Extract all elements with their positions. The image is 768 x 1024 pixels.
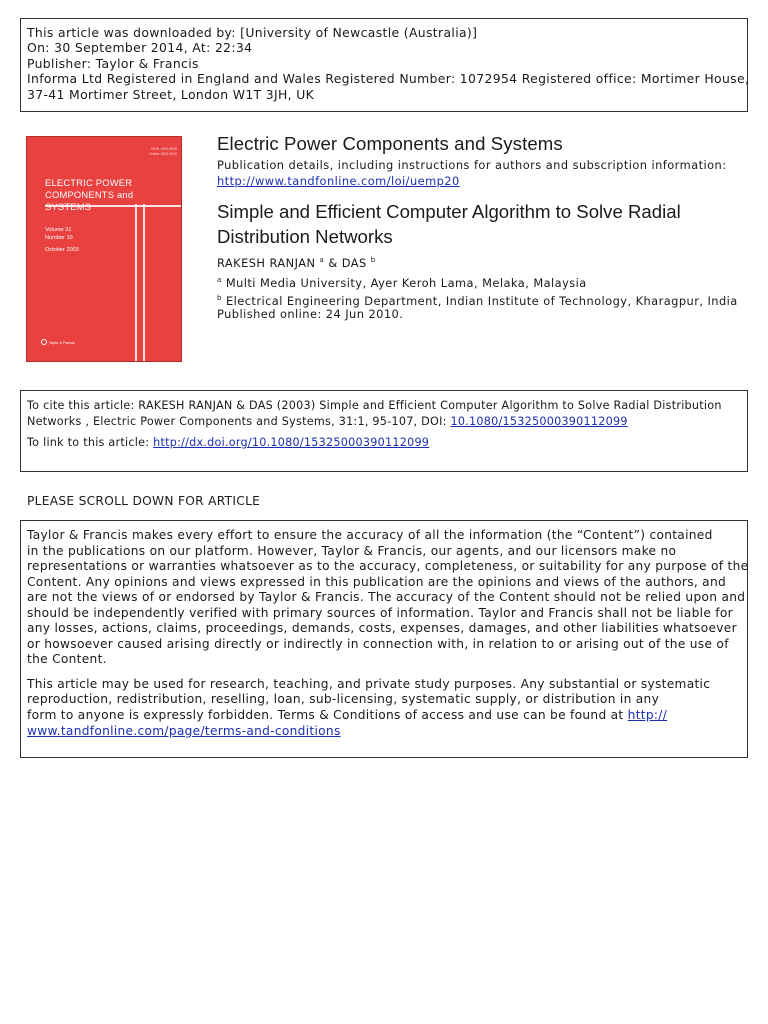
cite-line1: To cite this article: RAKESH RANJAN & DAS (2003) Simple and Efficient Computer Algorithm to Solve Radial Distribution [27, 399, 722, 412]
affiliation-b-text: Electrical Engineering Department, Indian Institute of Technology, Kharagpur, India [221, 294, 738, 308]
article-title: Simple and Efficient Computer Algorithm to Solve Radial Distribution Networks [217, 201, 681, 247]
cover-title-line2: COMPONENTS and [45, 189, 134, 200]
disclaimer-paragraph-2 [27, 677, 741, 739]
disclaimer-line: This article may be used for research, teaching, and private study purposes. Any substantial or systematic [27, 676, 711, 691]
publication-details: Publication details, including instructions for authors and subscription information: [217, 158, 727, 172]
article-url-link[interactable]: http://dx.doi.org/10.1080/15325000390112099 [153, 436, 430, 449]
disclaimer-line: reproduction, redistribution, reselling, loan, sub-licensing, systematic supply, or distribution in any [27, 692, 660, 707]
link-line [27, 435, 741, 451]
cite-line2-text: Networks , Electric Power Components and Systems, 31:1, 95-107, DOI: [27, 414, 451, 428]
affiliation-a [217, 273, 587, 290]
disclaimer-line: or howsoever caused arising directly or indirectly in connection with, in relation to or arising out of the use of [27, 636, 729, 651]
cite-line2 [27, 414, 741, 430]
cover-publisher: Taylor & Francis [49, 341, 75, 345]
publisher-logo-icon [41, 339, 47, 345]
doi-link[interactable]: 10.1080/15325000390112099 [450, 414, 628, 428]
affiliation-b [217, 291, 738, 308]
disclaimer-box [20, 520, 748, 758]
disclaimer-line-with-link [27, 708, 741, 724]
cover-volume-info [45, 227, 79, 255]
published-online: Published online: 24 Jun 2010. [217, 307, 404, 321]
cover-title [45, 177, 181, 213]
disclaimer-line: representations or warranties whatsoever as to the accuracy, completeness, or suitability for any purpose of the [27, 559, 749, 574]
terms-link-part1[interactable]: http:// [627, 708, 668, 723]
journal-cover-image [26, 136, 182, 362]
scroll-down-note: PLEASE SCROLL DOWN FOR ARTICLE [27, 494, 261, 508]
author-2-sup: b [370, 256, 376, 264]
journal-url-link[interactable]: http://www.tandfonline.com/loi/uemp20 [217, 174, 460, 188]
disclaimer-line: are not the views of or endorsed by Taylor & Francis. The accuracy of the Content should not be relied upon and [27, 590, 746, 605]
disclaimer-line: Content. Any opinions and views expressed in this publication are the opinions and views of the authors, and [27, 574, 727, 589]
author-2: DAS [341, 256, 367, 270]
cover-volume: Volume 31 [45, 227, 72, 233]
download-date-line: On: 30 September 2014, At: 22:34 [27, 40, 253, 56]
disclaimer-line: the Content. [27, 652, 107, 667]
citation-box [20, 390, 748, 472]
cover-rule [143, 204, 145, 361]
disclaimer-line: should be independently verified with primary sources of information. Taylor and Francis shall not be liable for [27, 605, 733, 620]
cover-rule [45, 205, 181, 207]
disclaimer-line: any losses, actions, claims, proceedings, demands, costs, expenses, damages, and other liabilities whatsoever [27, 621, 737, 636]
author-1-sup: a [319, 256, 325, 264]
registration-line: Informa Ltd Registered in England and Wales Registered Number: 1072954 Registered office: Mortimer House, [27, 71, 750, 87]
affiliation-b-sup: b [217, 294, 222, 302]
author-1: RAKESH RANJAN [217, 256, 316, 270]
cover-rule [135, 204, 137, 361]
disclaimer-paragraph-1 [27, 528, 749, 668]
journal-title: Electric Power Components and Systems [217, 133, 563, 154]
terms-link-part2[interactable]: www.tandfonline.com/page/terms-and-conditions [27, 723, 341, 738]
affiliation-a-text: Multi Media University, Ayer Keroh Lama, Melaka, Malaysia [221, 276, 587, 290]
affiliation-a-sup: a [217, 276, 222, 284]
cover-issn: ISSN 1532-5008 [151, 147, 177, 151]
disclaimer-line: Taylor & Francis makes every effort to ensure the accuracy of all the information (the “Content”) contained [27, 528, 713, 542]
disclaimer-line-text: form to anyone is expressly forbidden. Terms & Conditions of access and use can be found at [27, 708, 628, 723]
terms-link-line [27, 724, 741, 740]
cover-masthead [147, 147, 177, 157]
address-line: 37-41 Mortimer Street, London W1T 3JH, UK [27, 86, 315, 102]
cover-title-line1: ELECTRIC POWER [45, 177, 133, 188]
author-line [217, 253, 376, 270]
publisher-line: Publisher: Taylor & Francis [27, 55, 199, 71]
download-line: This article was downloaded by: [University of Newcastle (Australia)] [27, 25, 478, 40]
download-info-box [20, 18, 748, 112]
cover-number: Number 10 [45, 234, 73, 241]
cover-online-issn: Online 1532-5016 [149, 152, 177, 156]
disclaimer-line: in the publications on our platform. However, Taylor & Francis, our agents, and our licensors make no [27, 543, 677, 558]
link-label: To link to this article: [27, 436, 154, 449]
cover-date: October 2003 [45, 247, 79, 254]
author-separator: & [324, 256, 342, 270]
